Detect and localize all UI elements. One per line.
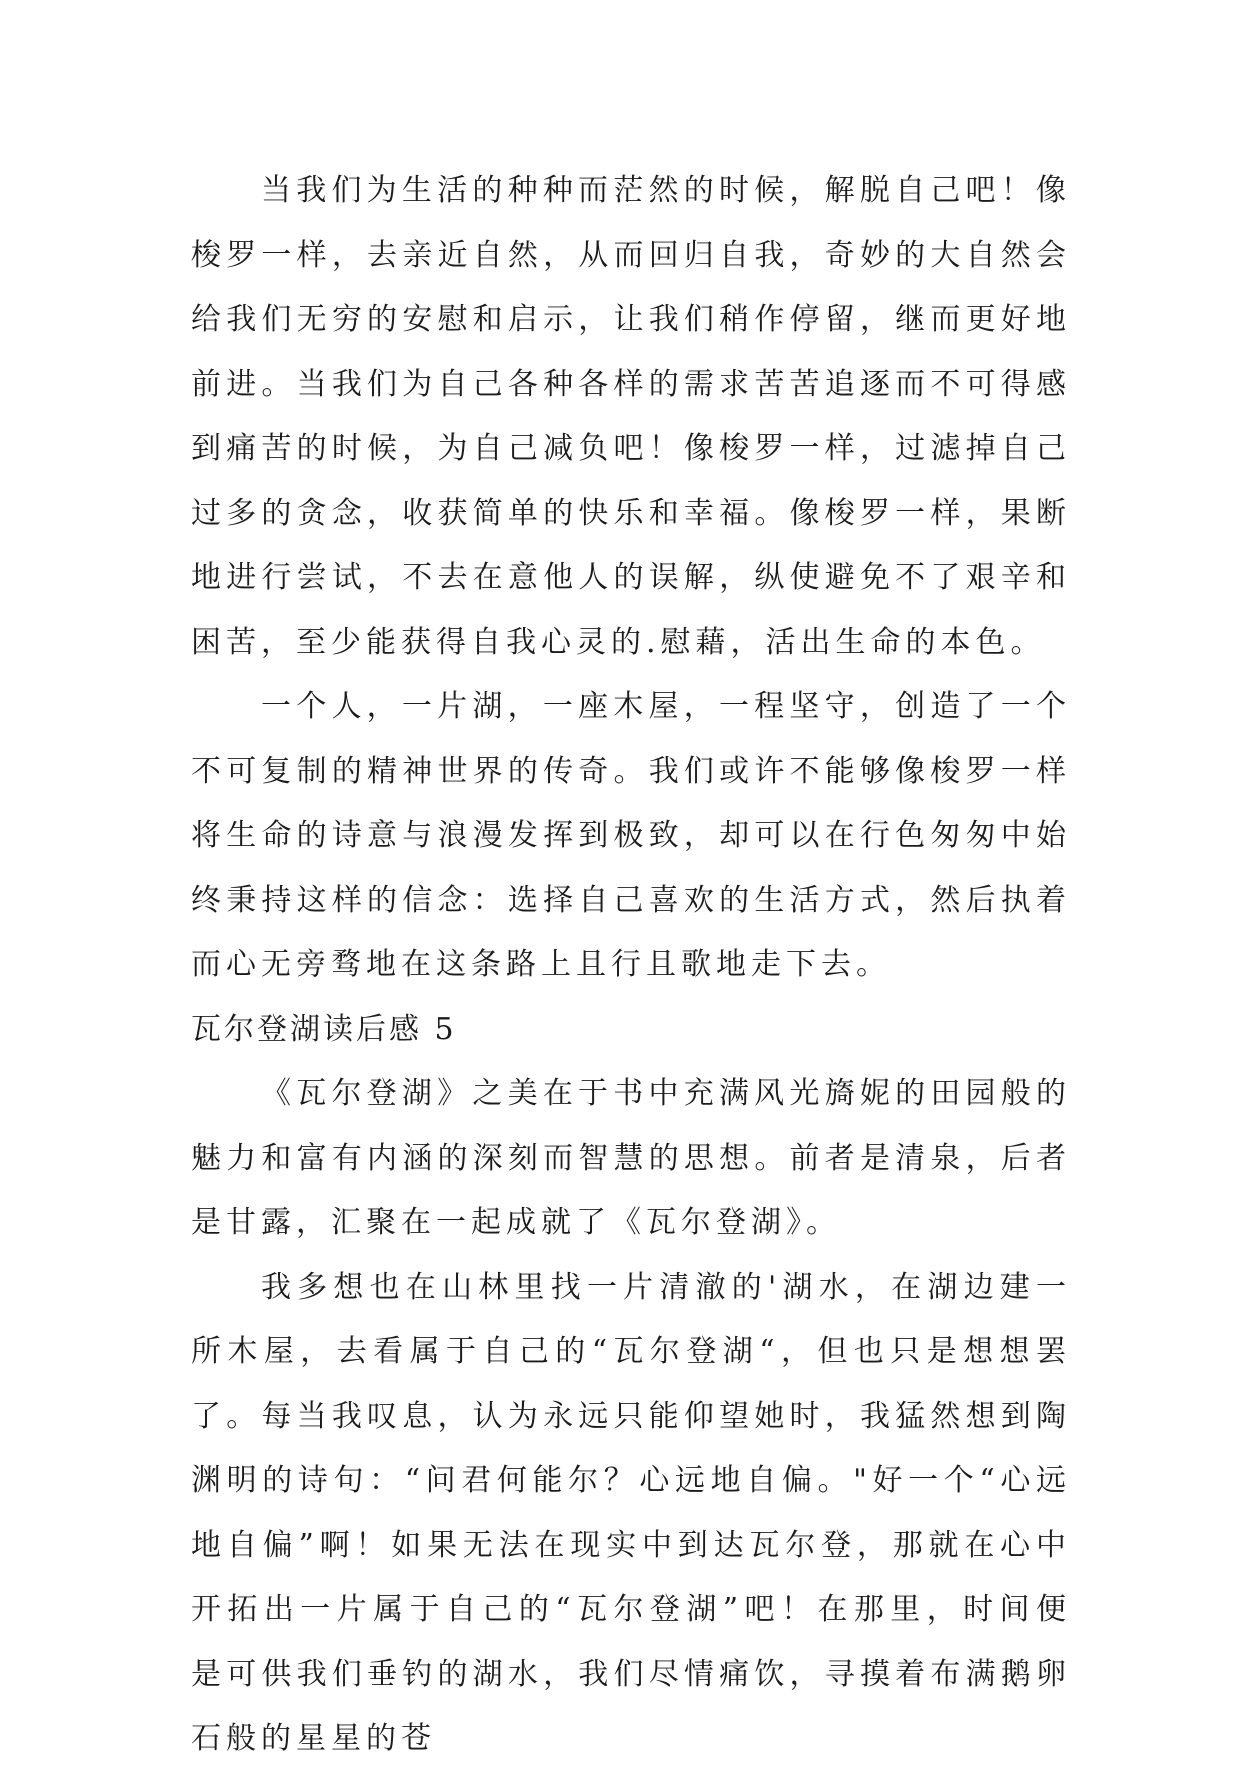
paragraph-3: 《瓦尔登湖》之美在于书中充满风光旖妮的田园般的魅力和富有内涵的深刻而智慧的思想。前者是清泉，后者是甘露，汇聚在一起成就了《瓦尔登湖》。 xyxy=(191,1076,1071,1240)
paragraph-4: 我多想也在山林里找一片清澈的'湖水，在湖边建一所木屋，去看属于自己的“瓦尔登湖“，但也只是想想罢了。每当我叹息，认为永远只能仰望她时，我猛然想到陶渊明的诗句：“问君何能尔？心远地自偏。"好一个“心远地自偏”啊！如果无法在现实中到达瓦尔登，那就在心中开拓出一片属于自己的“瓦尔登湖”吧！在那里，时间便是可供我们垂钓的湖水，我们尽情痛饮，寻摸着布满鹅卵石般的星星的苍 xyxy=(191,1269,1071,1756)
document-body xyxy=(191,159,1071,1772)
section-heading: 瓦尔登湖读后感 5 xyxy=(191,1011,457,1047)
paragraph-2: 一个人，一片湖，一座木屋，一程坚守，创造了一个不可复制的精神世界的传奇。我们或许不能够像梭罗一样将生命的诗意与浪漫发挥到极致，却可以在行色匆匆中始终秉持这样的信念：选择自己喜欢的生活方式，然后执着而心无旁骛地在这条路上且行且歌地走下去。 xyxy=(191,689,1071,982)
paragraph-1: 当我们为生活的种种而茫然的时候，解脱自己吧！像梭罗一样，去亲近自然，从而回归自我，奇妙的大自然会给我们无穷的安慰和启示，让我们稍作停留，继而更好地前进。当我们为自己各种各样的需求苦苦追逐而不可得感到痛苦的时候，为自己减负吧！像梭罗一样，过滤掉自己过多的贪念，收获简单的快乐和幸福。像梭罗一样，果断地进行尝试，不去在意他人的误解，纵使避免不了艰辛和困苦，至少能获得自我心灵的.慰藉，活出生命的本色。 xyxy=(191,173,1071,660)
